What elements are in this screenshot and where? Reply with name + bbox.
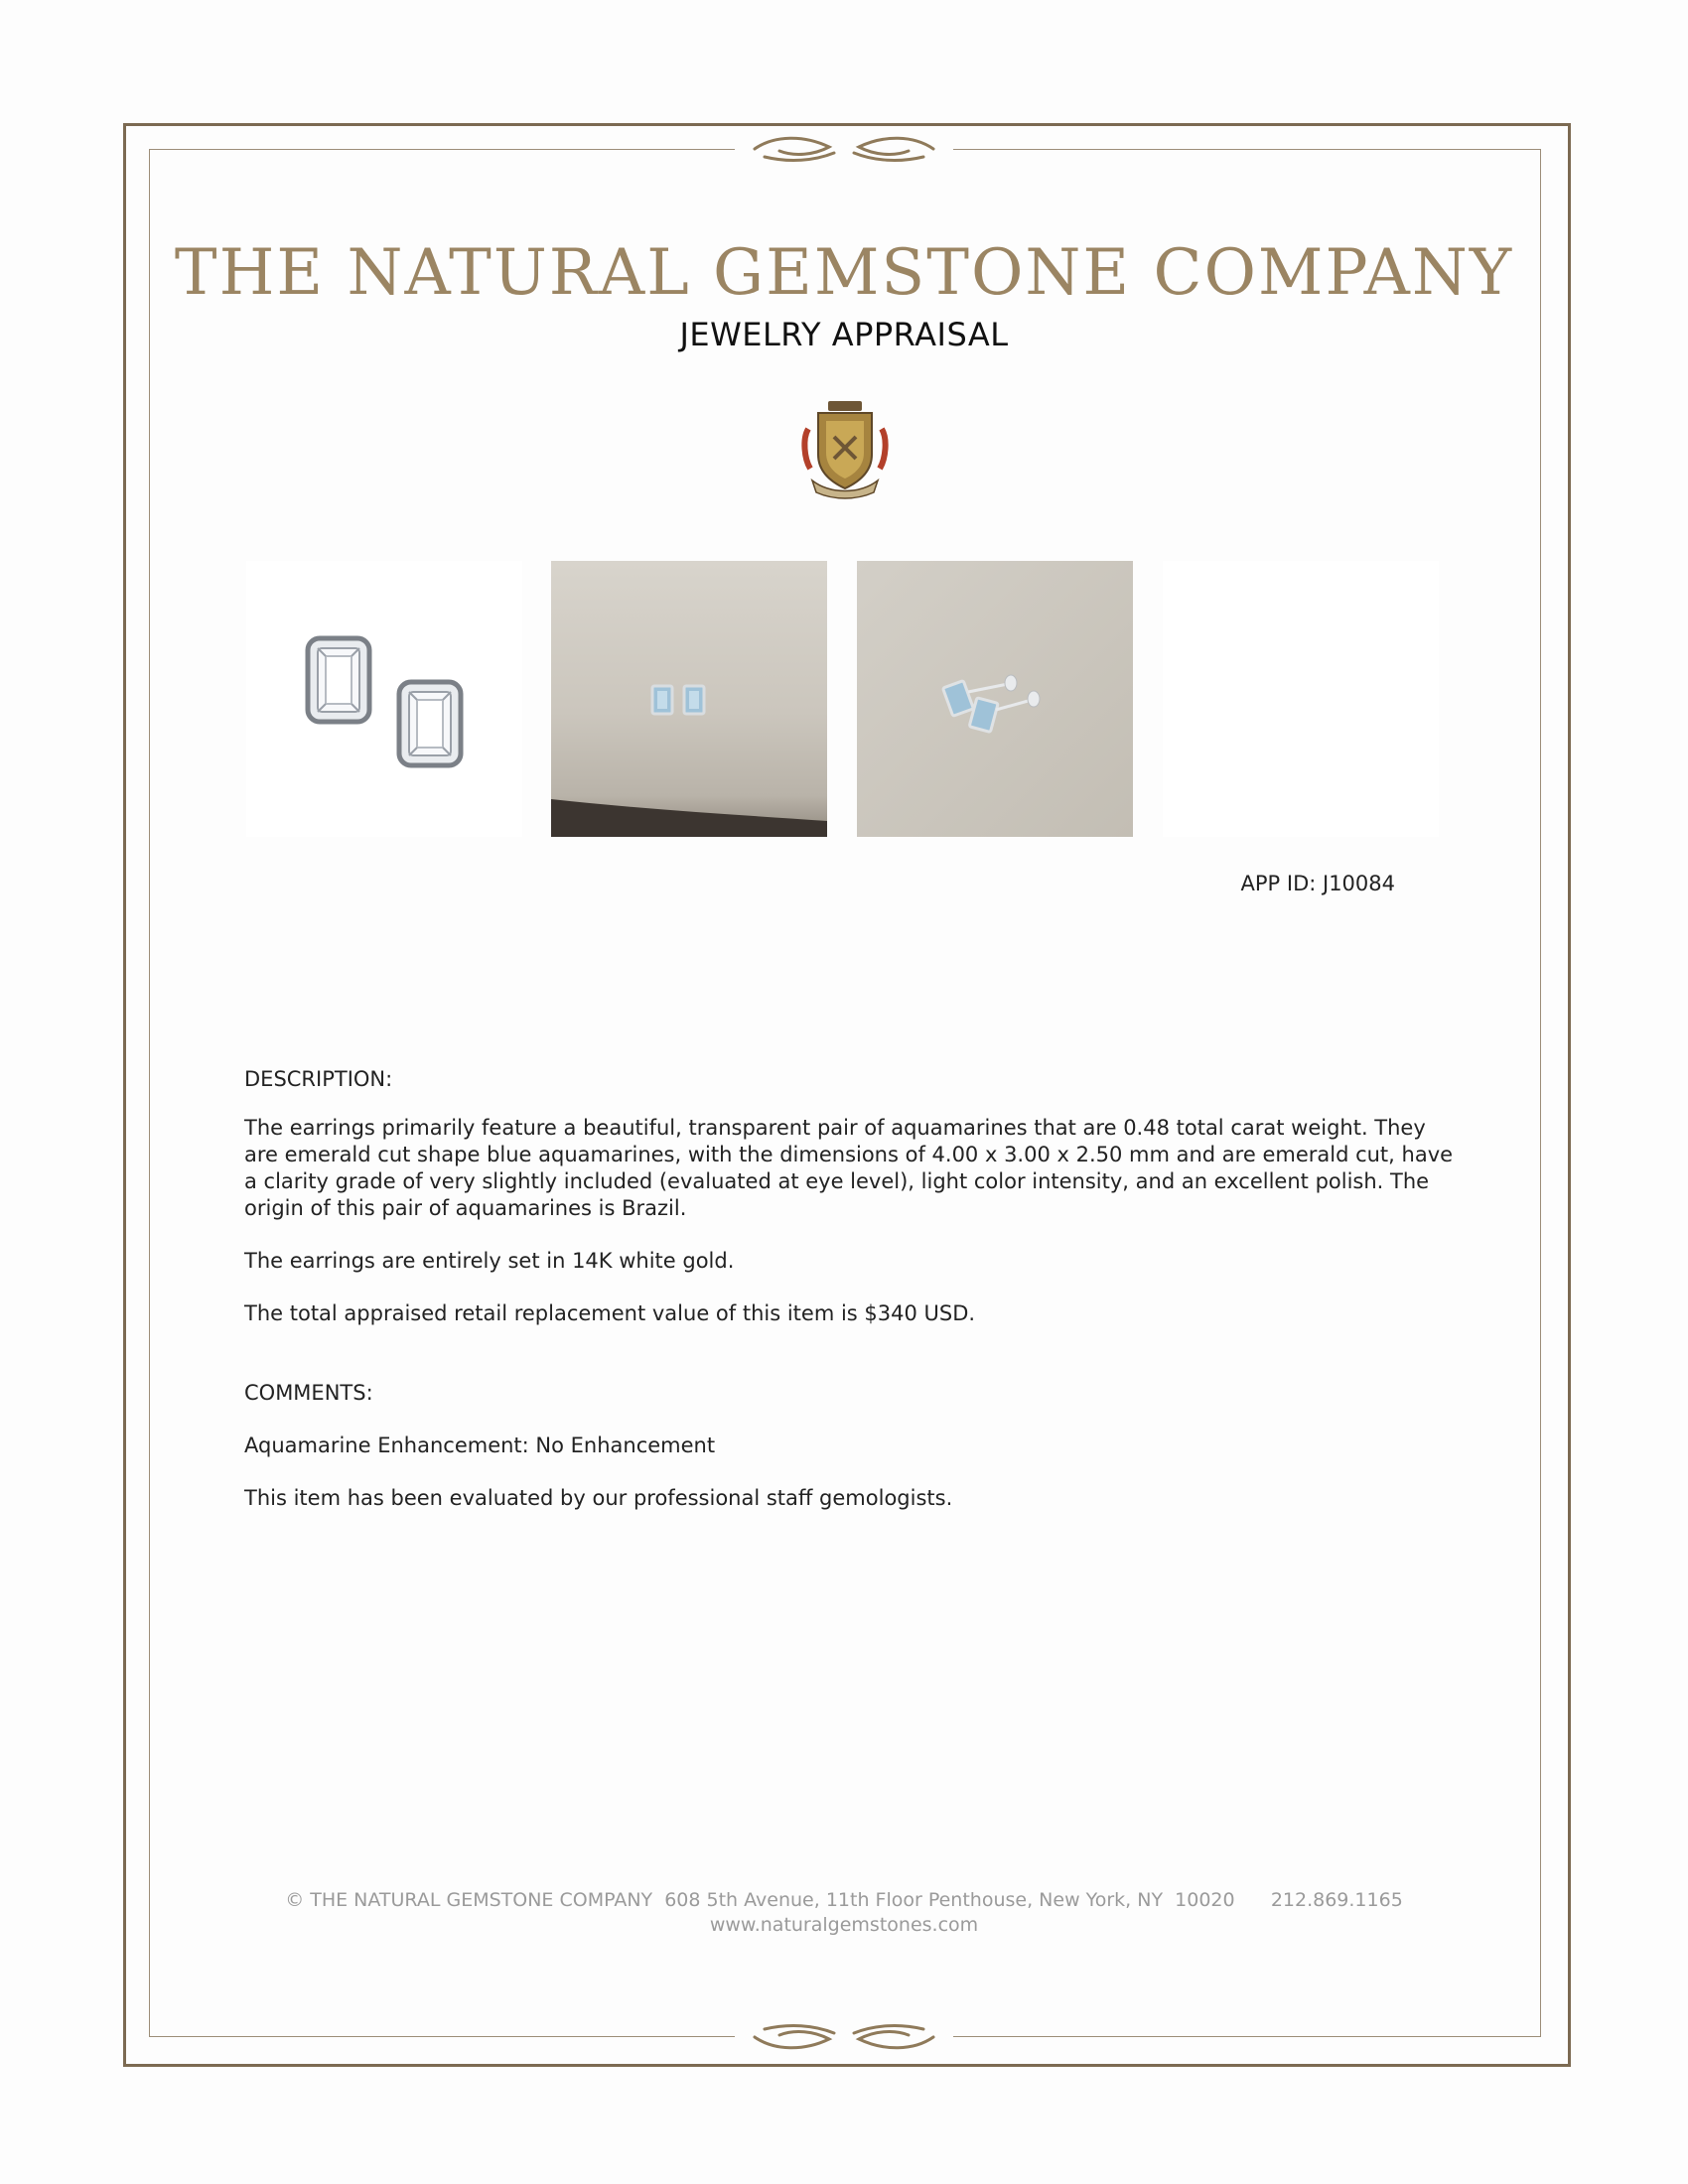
comments-heading: COMMENTS: xyxy=(244,1381,373,1405)
description-heading: DESCRIPTION: xyxy=(244,1067,393,1091)
comments-evaluation: This item has been evaluated by our professional staff gemologists. xyxy=(244,1486,953,1510)
description-paragraph-value: The total appraised retail replacement value of this item is $340 USD. xyxy=(244,1301,976,1325)
description-paragraph-gemstone: The earrings primarily feature a beautiful, transparent pair of aquamarines that are 0.48 total carat weight. They are emerald cut shape blue aquamarines, with the dimensions of 4.00 x 3.00 x 2.50 mm and are emerald cut, have a clarity grade of very slightly included (evaluated at eye level), light color intensity, and an excellent polish. The origin of this pair of aquamarines is Brazil. xyxy=(244,1116,1454,1220)
description-paragraph-metal: The earrings are entirely set in 14K white gold. xyxy=(244,1249,735,1273)
comments-enhancement: Aquamarine Enhancement: No Enhancement xyxy=(244,1433,716,1457)
earring-left xyxy=(308,638,369,722)
crest-logo-icon xyxy=(800,399,890,500)
document-title: JEWELRY APPRAISAL xyxy=(679,316,1009,353)
company-name: THE NATURAL GEMSTONE COMPANY xyxy=(174,236,1514,310)
bottom-flourish-icon xyxy=(735,2015,953,2059)
earring-right xyxy=(399,682,461,765)
product-photo-illustration xyxy=(246,561,522,837)
top-flourish-icon xyxy=(735,127,953,171)
product-photo-blank xyxy=(1163,561,1439,837)
footer-address: © THE NATURAL GEMSTONE COMPANY 608 5th Avenue, 11th Floor Penthouse, New York, NY 10020 212.869.1165 xyxy=(285,1889,1403,1911)
appraisal-id: APP ID: J10084 xyxy=(1240,872,1395,895)
product-photo-side xyxy=(857,561,1133,837)
footer-website-link[interactable]: www.naturalgemstones.com xyxy=(709,1914,979,1936)
product-photo-front xyxy=(551,561,827,837)
